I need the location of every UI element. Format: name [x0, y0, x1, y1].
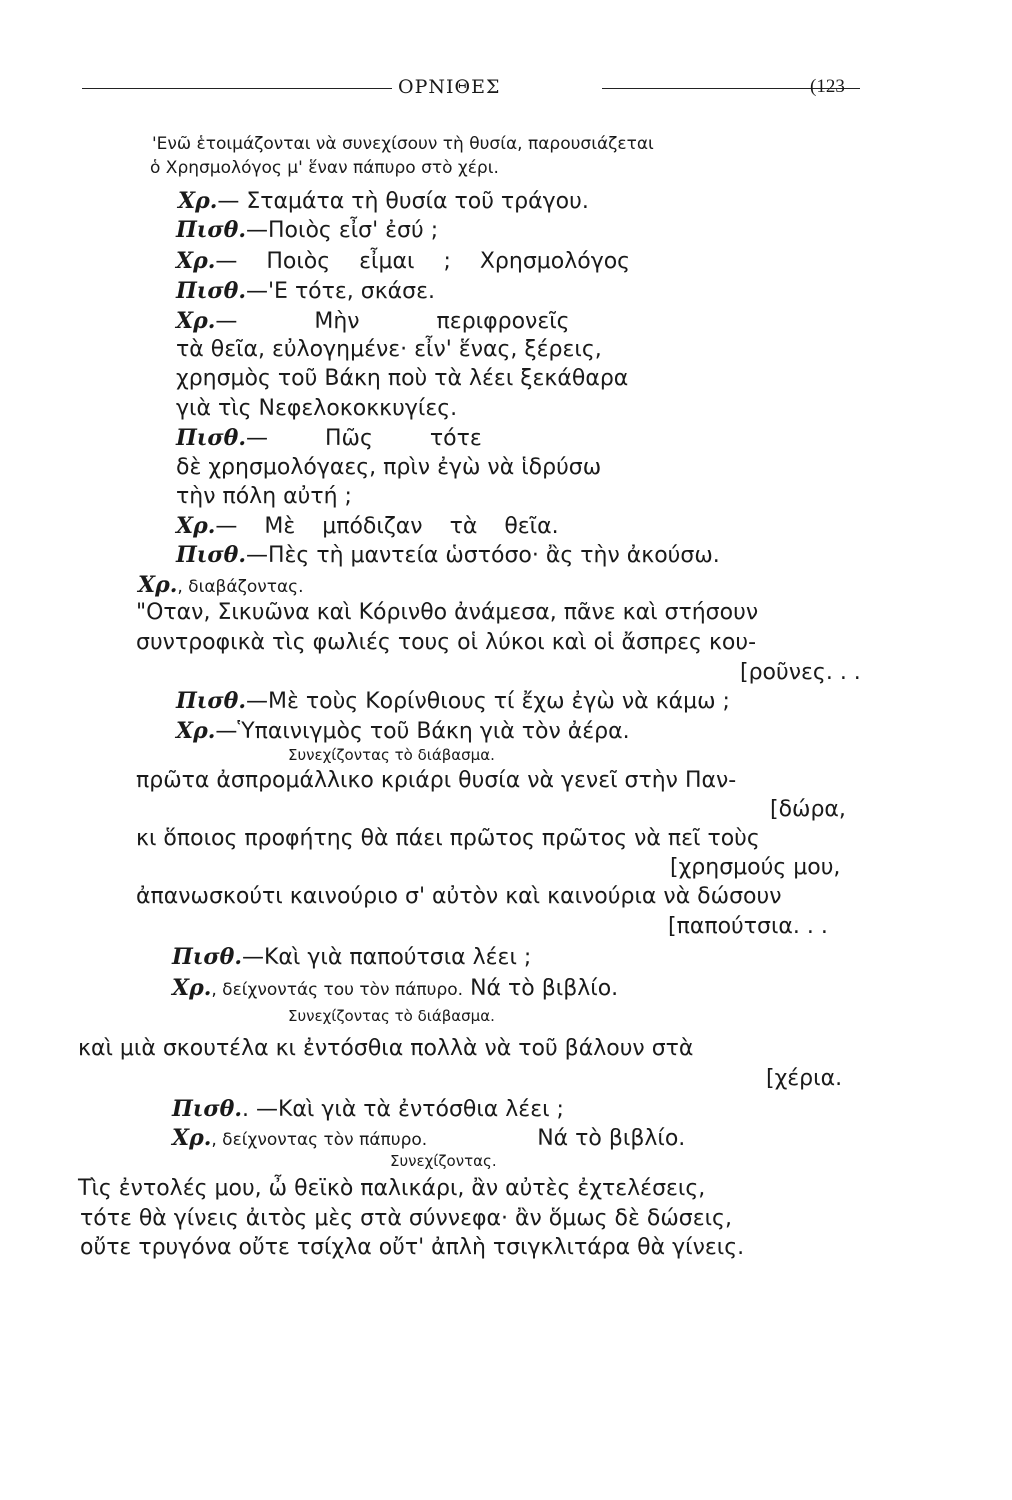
verse-line: "Οταν, Σικυῶνα καὶ Κόρινθο ἀνάμεσα, πᾶνε καὶ στήσουν [136, 600, 759, 625]
stage-direction: , διαβάζοντας. [177, 577, 304, 597]
verse-line [176, 513, 559, 539]
speaker-pist: Πισθ. [176, 217, 246, 243]
stage-direction: 'Ενῶ ἑτοιμάζονται νὰ συνεχίσουν τὴ θυσία, παρουσιάζεται [152, 134, 654, 154]
verse-text: . —Καὶ γιὰ τὰ ἐντόσθια λέει ; [242, 1097, 564, 1122]
header-rule-left [82, 88, 392, 89]
verse-line [172, 1096, 564, 1122]
stage-direction: ὁ Χρησμολόγος μ' ἕναν πάπυρο στὸ χέρι. [150, 158, 499, 178]
speaker-pist: Πισθ. [172, 1096, 242, 1122]
verse-text: — Σταμάτα τὴ θυσία τοῦ τράγου. [217, 189, 589, 214]
verse-line [138, 572, 304, 598]
verse-line: ἀπανωσκούτι καινούριο σ' αὐτὸν καὶ καινούρια νὰ δώσουν [136, 884, 782, 909]
stage-direction: , δείχνοντας τὸν πάπυρο. [211, 1130, 428, 1150]
verse-text: — Ποιὸς εἶμαι ; Χρησμολόγος [215, 249, 631, 274]
verse-line [176, 718, 630, 744]
speaker-chr: Χρ. [172, 1125, 212, 1151]
verse-line: πρῶτα ἀσπρομάλλικο κριάρι θυσία νὰ γενεῖ στὴν Παν- [136, 768, 737, 793]
verse-continuation: [χέρια. [766, 1066, 843, 1091]
verse-continuation: [δώρα, [770, 797, 846, 822]
verse-line: καὶ μιὰ σκουτέλα κι ἐντόσθια πολλὰ νὰ τοῦ βάλουν στὰ [78, 1036, 694, 1061]
speaker-chr: Χρ. [176, 308, 216, 334]
verse-line [172, 944, 531, 970]
verse-line [172, 975, 618, 1001]
verse-line [178, 188, 589, 214]
verse-line [176, 425, 482, 451]
verse-line [176, 248, 630, 274]
speaker-pist: Πισθ. [176, 688, 246, 714]
verse-continuation: [χρησμούς μου, [670, 855, 841, 880]
verse-line: κι ὅποιος προφήτης θὰ πάει πρῶτος πρῶτος νὰ πεῖ τοὺς [136, 826, 760, 851]
verse-continuation: [παπούτσια. . . [668, 914, 828, 939]
verse-line: τὰ θεῖα, εὐλογημένε· εἶν' ἕνας, ξέρεις, [176, 337, 602, 362]
speaker-pist: Πισθ. [176, 542, 246, 568]
verse-text: —Πὲς τὴ μαντεία ὡστόσο· ἂς τὴν ἀκούσω. [246, 543, 720, 568]
speaker-pist: Πισθ. [176, 278, 246, 304]
verse-line [176, 308, 570, 334]
speaker-chr: Χρ. [178, 188, 218, 214]
stage-direction: Συνεχίζοντας. [390, 1152, 497, 1170]
verse-text: —'Ε τότε, σκάσε. [246, 279, 436, 304]
verse-line: τότε θὰ γίνεις ἀιτὸς μὲς στὰ σύννεφα· ἂν ὅμως δὲ δώσεις, [80, 1206, 732, 1231]
verse-line [176, 542, 720, 568]
verse-text: —Ποιὸς εἶσ' ἐσύ ; [246, 218, 439, 243]
verse-line: συντροφικὰ τὶς φωλιές τους οἱ λύκοι καὶ οἱ ἄσπρες κου- [136, 630, 757, 655]
speaker-chr: Χρ. [138, 572, 178, 598]
speaker-chr: Χρ. [176, 513, 216, 539]
stage-direction: Συνεχίζοντας τὸ διάβασμα. [288, 1007, 495, 1025]
running-title: ΟΡΝΙΘΕΣ [398, 76, 501, 98]
speaker-pist: Πισθ. [172, 944, 242, 970]
verse-text: —Καὶ γιὰ παπούτσια λέει ; [242, 945, 532, 970]
verse-line: τὴν πόλη αὐτή ; [176, 484, 352, 509]
verse-line [172, 1125, 685, 1151]
verse-line: χρησμὸς τοῦ Βάκη ποὺ τὰ λέει ξεκάθαρα [176, 366, 629, 391]
verse-line: γιὰ τὶς Νεφελοκοκκυγίες. [176, 396, 458, 421]
verse-text: Νά τὸ βιβλίο. [537, 1126, 686, 1151]
speaker-chr: Χρ. [176, 718, 216, 744]
verse-line: δὲ χρησμολόγαες, πρὶν ἐγὼ νὰ ἱδρύσω [176, 455, 602, 480]
verse-continuation: [ροῦνες. . . [740, 660, 861, 685]
verse-line: οὔτε τρυγόνα οὔτε τσίχλα οὔτ' ἀπλὴ τσιγκλιτάρα θὰ γίνεις. [80, 1235, 745, 1260]
speaker-chr: Χρ. [176, 248, 216, 274]
speaker-pist: Πισθ. [176, 425, 246, 451]
page-number: (123 [810, 76, 845, 97]
verse-text: —Ὑπαινιγμὸς τοῦ Βάκη γιὰ τὸν ἀέρα. [215, 719, 630, 744]
running-head [82, 76, 872, 100]
verse-text: — Πῶς τότε [246, 426, 482, 451]
verse-text: Νά τὸ βιβλίο. [470, 976, 619, 1001]
speaker-chr: Χρ. [172, 975, 212, 1001]
verse-line [176, 688, 730, 714]
verse-line [176, 217, 438, 243]
verse-line [176, 278, 435, 304]
verse-line: Τὶς ἐντολές μου, ὦ θεϊκὸ παλικάρι, ἂν αὐτὲς ἐχτελέσεις, [78, 1176, 706, 1201]
stage-direction: Συνεχίζοντας τὸ διάβασμα. [288, 746, 495, 764]
verse-text: — Μὲ μπόδιζαν τὰ θεῖα. [215, 514, 559, 539]
verse-text: —Μὲ τοὺς Κορίνθιους τί ἔχω ἐγὼ νὰ κάμω ; [246, 689, 730, 714]
verse-text: — Μὴν περιφρονεῖς [215, 309, 570, 334]
stage-direction: , δείχνοντάς του τὸν πάπυρο. [211, 980, 464, 1000]
